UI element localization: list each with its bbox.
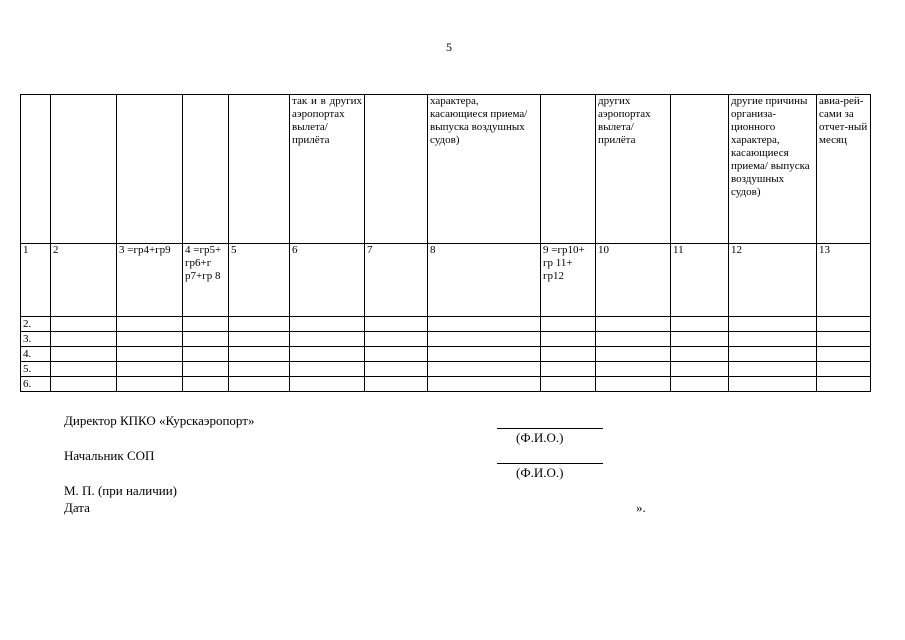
table-cell — [183, 332, 229, 347]
table-cell — [817, 332, 871, 347]
index-cell-2: 2 — [51, 244, 117, 317]
header-cell-12: другие причины организа-ционного характера, касающиеся приема/ выпуска воздушных судов) — [729, 95, 817, 244]
table-row — [21, 317, 871, 332]
index-cell-12: 12 — [729, 244, 817, 317]
table-cell — [290, 332, 365, 347]
header-cell-7 — [365, 95, 428, 244]
table-row — [21, 362, 871, 377]
head-label: Начальник СОП — [64, 448, 155, 463]
table-cell — [51, 377, 117, 392]
table-cell — [596, 347, 671, 362]
index-cell-9: 9 =гр10+ гр 11+ гр12 — [541, 244, 596, 317]
table-cell — [365, 347, 428, 362]
table-cell — [729, 317, 817, 332]
table-cell — [817, 347, 871, 362]
date-end: ». — [636, 500, 646, 515]
table-cell — [365, 332, 428, 347]
header-cell-9 — [541, 95, 596, 244]
header-cell-3 — [117, 95, 183, 244]
header-cell-13: авиа-рей-сами за отчет-ный месяц — [817, 95, 871, 244]
table-cell — [51, 317, 117, 332]
table-cell — [290, 317, 365, 332]
index-cell-7: 7 — [365, 244, 428, 317]
head-fio-caption: (Ф.И.О.) — [516, 465, 564, 480]
date-label: Дата — [64, 500, 90, 515]
page-number: 5 — [446, 40, 452, 54]
table-cell — [229, 362, 290, 377]
table-cell — [183, 347, 229, 362]
director-fio-caption: (Ф.И.О.) — [516, 430, 564, 445]
header-cell-11 — [671, 95, 729, 244]
table-header-row — [21, 95, 871, 244]
table-cell — [817, 317, 871, 332]
table-cell — [428, 347, 541, 362]
table-cell — [596, 377, 671, 392]
director-label: Директор КПКО «Курскаэропорт» — [64, 413, 255, 428]
table-cell — [729, 332, 817, 347]
table-cell — [541, 332, 596, 347]
head-signature-line — [497, 463, 603, 464]
table-cell — [729, 347, 817, 362]
table-row — [21, 377, 871, 392]
table-cell — [428, 332, 541, 347]
table-cell — [729, 362, 817, 377]
table-cell — [183, 362, 229, 377]
table-cell — [117, 362, 183, 377]
table-cell — [596, 332, 671, 347]
table-cell — [428, 362, 541, 377]
row-number: 6. — [21, 377, 51, 392]
table-cell — [51, 332, 117, 347]
table-cell — [290, 377, 365, 392]
table-cell — [428, 317, 541, 332]
table-cell — [117, 377, 183, 392]
header-cell-1 — [21, 95, 51, 244]
table-index-row — [21, 244, 871, 317]
index-cell-10: 10 — [596, 244, 671, 317]
table-cell — [596, 362, 671, 377]
table-cell — [671, 332, 729, 347]
table-cell — [229, 332, 290, 347]
table-cell — [117, 317, 183, 332]
table-row — [21, 332, 871, 347]
table-cell — [51, 347, 117, 362]
table-cell — [541, 362, 596, 377]
header-cell-5 — [229, 95, 290, 244]
table-cell — [671, 362, 729, 377]
header-cell-6: так и в других аэропортах вылета/ прилёта — [290, 95, 365, 244]
header-cell-8: характера, касающиеся приема/выпуска воздушных судов) — [428, 95, 541, 244]
header-cell-10: других аэропортах вылета/ прилёта — [596, 95, 671, 244]
table-cell — [817, 377, 871, 392]
table-cell — [51, 362, 117, 377]
table-cell — [671, 377, 729, 392]
table-row — [21, 347, 871, 362]
table-cell — [671, 317, 729, 332]
row-number: 2. — [21, 317, 51, 332]
table-cell — [596, 317, 671, 332]
index-cell-6: 6 — [290, 244, 365, 317]
table-cell — [729, 377, 817, 392]
table-cell — [229, 377, 290, 392]
index-cell-13: 13 — [817, 244, 871, 317]
table-cell — [541, 347, 596, 362]
table-cell — [671, 347, 729, 362]
table-cell — [541, 317, 596, 332]
index-cell-8: 8 — [428, 244, 541, 317]
table-cell — [365, 377, 428, 392]
table-cell — [428, 377, 541, 392]
index-cell-5: 5 — [229, 244, 290, 317]
index-cell-4: 4 =гр5+ гр6+г р7+гр 8 — [183, 244, 229, 317]
director-signature-line — [497, 428, 603, 429]
index-cell-11: 11 — [671, 244, 729, 317]
index-cell-3: 3 =гр4+гр9 — [117, 244, 183, 317]
table-cell — [365, 317, 428, 332]
header-cell-4 — [183, 95, 229, 244]
table-cell — [117, 332, 183, 347]
index-cell-1: 1 — [21, 244, 51, 317]
table-cell — [183, 377, 229, 392]
row-number: 4. — [21, 347, 51, 362]
table-cell — [365, 362, 428, 377]
row-number: 3. — [21, 332, 51, 347]
header-cell-2 — [51, 95, 117, 244]
table-cell — [817, 362, 871, 377]
seal-label: М. П. (при наличии) — [64, 483, 178, 498]
table-cell — [290, 362, 365, 377]
table-cell — [117, 347, 183, 362]
table-cell — [290, 347, 365, 362]
table-cell — [229, 317, 290, 332]
report-table — [20, 94, 871, 392]
table-cell — [541, 377, 596, 392]
table-cell — [183, 317, 229, 332]
row-number: 5. — [21, 362, 51, 377]
table-cell — [229, 347, 290, 362]
